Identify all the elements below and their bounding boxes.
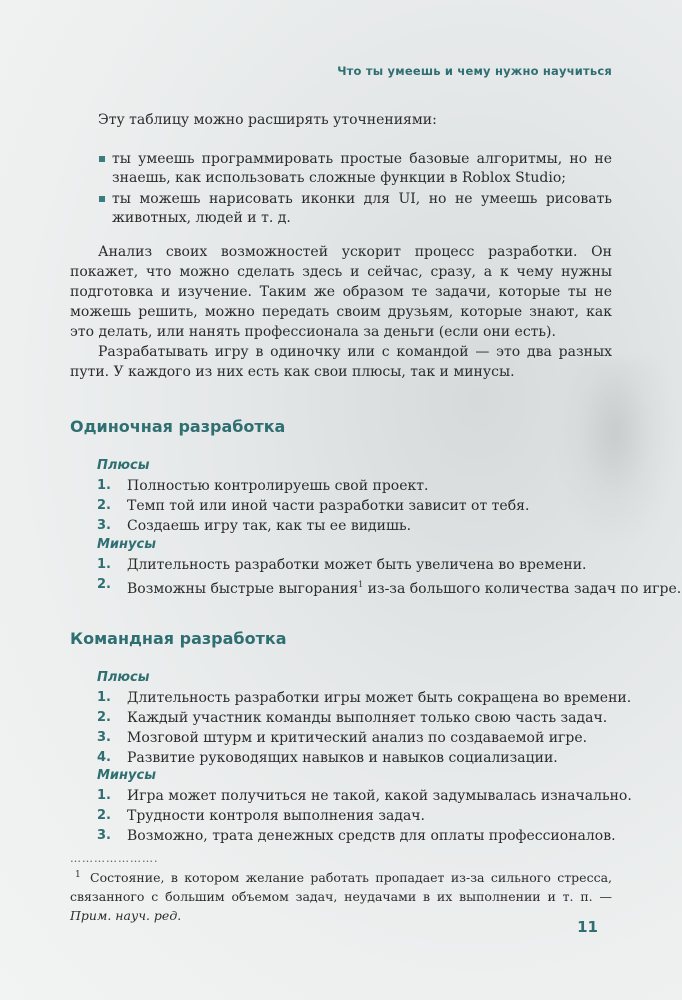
item-text: Игра может получиться не такой, какой задумывалась изначально. (127, 788, 632, 804)
list-item (97, 806, 617, 826)
item-text: Каждый участник команды выполняет только свою часть задач. (127, 710, 608, 726)
list-item (97, 516, 617, 536)
item-number: 4. (97, 750, 111, 765)
solo-cons-label: Минусы (97, 537, 156, 552)
item-number: 2. (97, 577, 111, 592)
item-text: Длительность разработки может быть увеличена во времени. (127, 557, 587, 573)
item-text: Мозговой штурм и критический анализ по создаваемой игре. (127, 730, 588, 746)
item-text: Развитие руководящих навыков и навыков социализации. (127, 750, 558, 766)
page-number: 11 (577, 918, 598, 936)
item-text: Длительность разработки игры может быть сокращена во времени. (127, 690, 632, 706)
item-number: 1. (97, 478, 111, 493)
item-number: 1. (97, 690, 111, 705)
item-text: Полностью контролируешь свой проект. (127, 478, 429, 494)
square-bullet-icon (99, 156, 105, 162)
bullet-text: ты можешь нарисовать иконки для UI, но не умеешь рисовать животных, людей и т. д. (112, 191, 612, 226)
footnote (70, 868, 612, 925)
team-cons-list (97, 786, 632, 846)
item-number: 2. (97, 808, 111, 823)
section-title-team: Командная разработка (70, 629, 287, 648)
item-text: Темп той или иной части разработки зависит от тебя. (127, 498, 530, 514)
team-pros-label: Плюсы (97, 670, 150, 685)
list-item (97, 575, 682, 599)
footnote-reference[interactable]: 1 (358, 580, 364, 589)
item-number: 3. (97, 730, 111, 745)
item-text: Трудности контроля выполнения задач. (127, 808, 425, 824)
item-number: 2. (97, 710, 111, 725)
list-item (97, 708, 617, 728)
item-number: 1. (97, 557, 111, 572)
list-item (97, 496, 617, 516)
solo-pros-list (97, 476, 617, 536)
footnote-separator: …………………. (70, 852, 159, 865)
item-text: Возможны быстрые выгорания (127, 581, 359, 597)
list-item (97, 748, 617, 768)
footnote-text-block (70, 868, 612, 925)
bullet-item (70, 150, 612, 188)
item-text: Возможно, трата денежных средств для оплаты профессионалов. (127, 828, 616, 844)
analysis-paragraph: Анализ своих возможностей ускорит процесс разработки. Он покажет, что можно сделать здесь и сейчас, сразу, а к чему нужны подготовка и изучение. Таким же образом те задачи, которые ты не можешь решить, можно передать своим друзьям, которые знают, как это делать, или нанять профессионала за деньги (если они есть). (70, 244, 612, 340)
item-text-cont: из-за большого количества задач по игре. (363, 581, 682, 597)
footnote-editor-note: Прим. науч. ред. (70, 908, 182, 923)
list-item (97, 476, 617, 496)
item-number: 3. (97, 828, 111, 843)
solo-pros-label: Плюсы (97, 458, 150, 473)
section-title-solo: Одиночная разработка (70, 417, 286, 436)
item-number: 2. (97, 498, 111, 513)
list-item (97, 688, 632, 708)
list-item (97, 728, 617, 748)
body-paragraphs (70, 242, 612, 382)
intro-text: Эту таблицу можно расширять уточнениями: (98, 112, 437, 128)
footnote-mark: 1 (75, 870, 81, 880)
intro-paragraph (70, 110, 612, 130)
team-pros-list (97, 688, 632, 768)
item-text: Создаешь игру так, как ты ее видишь. (127, 518, 412, 534)
paths-paragraph: Разрабатывать игру в одиночку или с командой — это два разных пути. У каждого из них есть как свои плюсы, так и минусы. (70, 344, 612, 380)
square-bullet-icon (99, 196, 105, 202)
item-number: 3. (97, 518, 111, 533)
item-number: 1. (97, 788, 111, 803)
list-item (97, 555, 617, 575)
footnote-text: Состояние, в котором желание работать пропадает из-за сильного стресса, связанного с большим объемом задач, неудачами в их выполнении и т. п. — (70, 870, 612, 904)
bullet-text: ты умеешь программировать простые базовые алгоритмы, но не знаешь, как использовать сложные функции в Roblox Studio; (112, 151, 612, 186)
solo-cons-list (97, 555, 682, 599)
team-cons-label: Минусы (97, 768, 156, 783)
list-item (97, 826, 617, 846)
bullet-item (70, 190, 612, 228)
running-header: Что ты умеешь и чему нужно научиться (337, 64, 612, 78)
bullet-list (70, 150, 612, 230)
list-item (97, 786, 632, 806)
